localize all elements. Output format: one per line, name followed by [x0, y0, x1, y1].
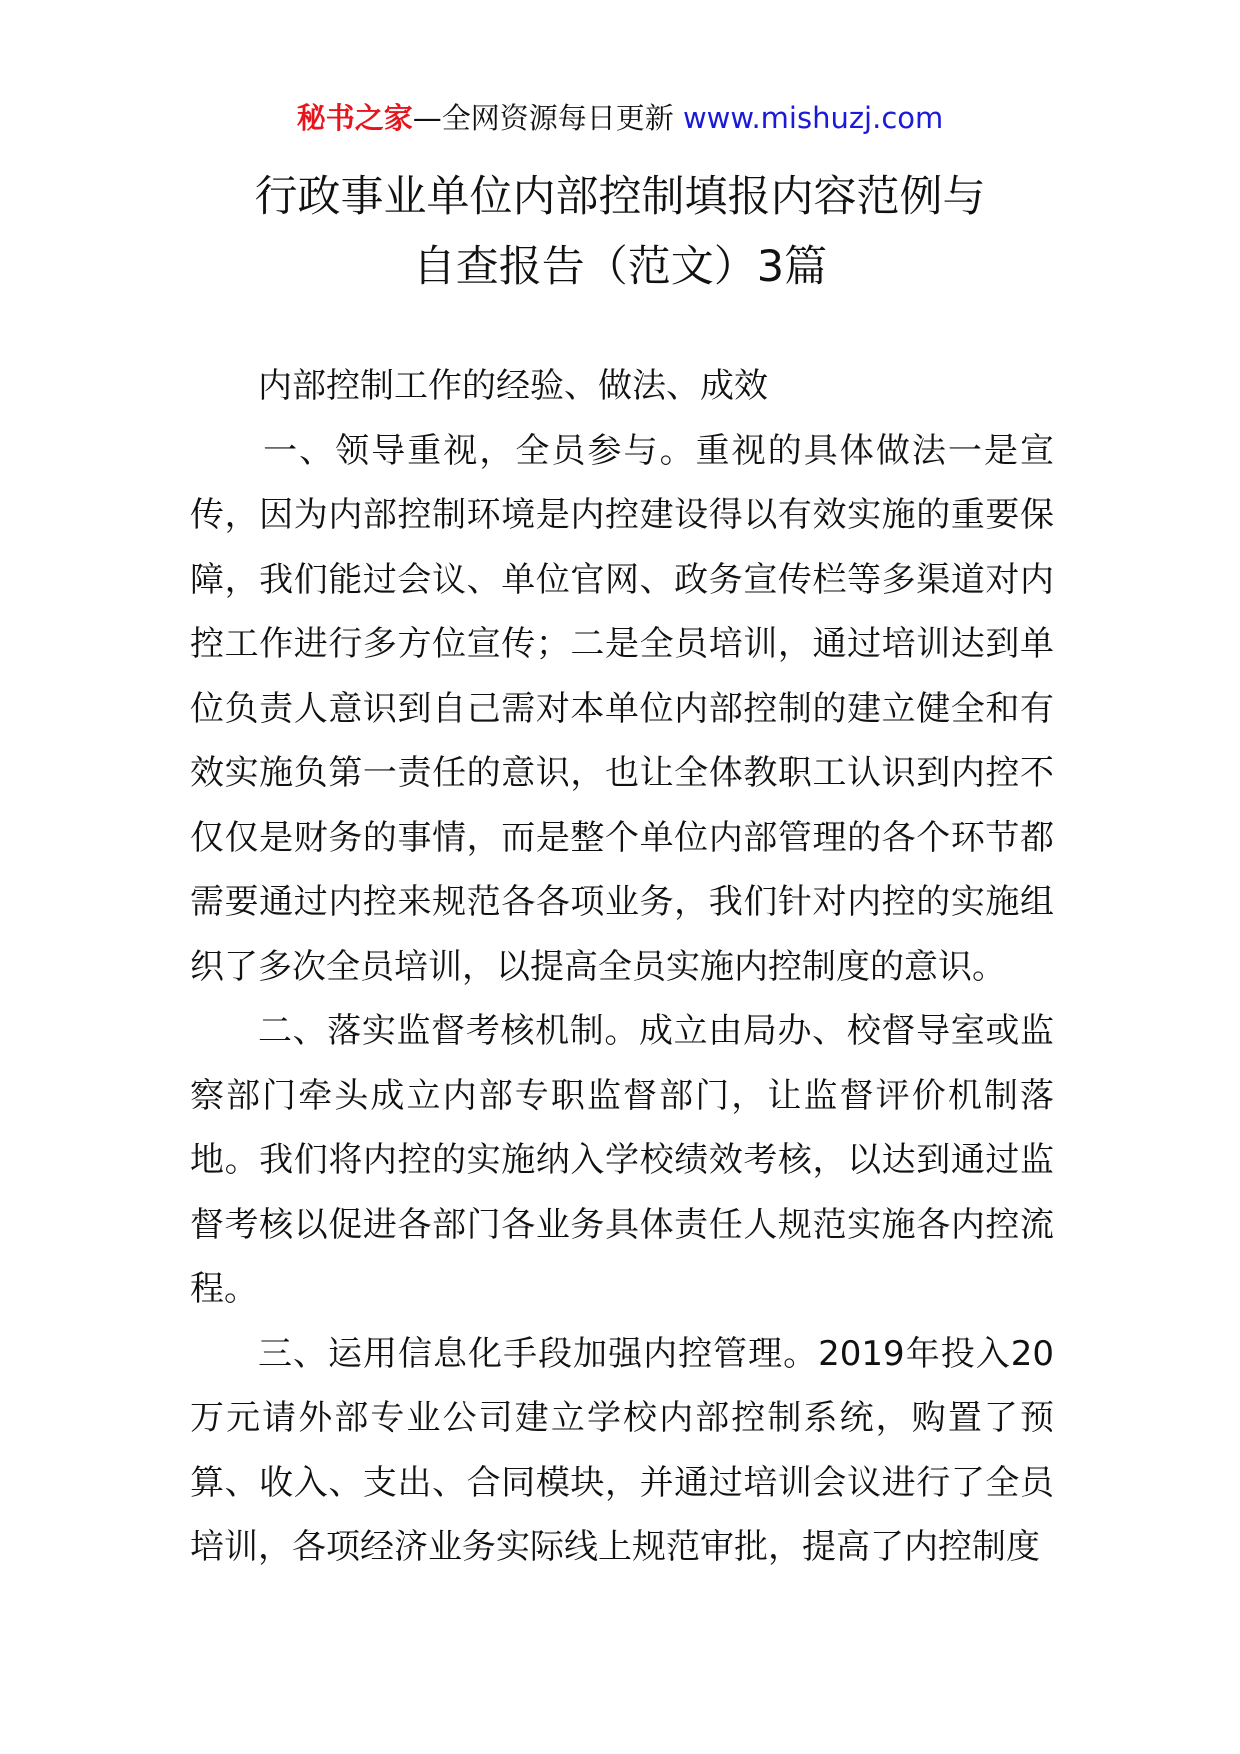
- title-line-1: 行政事业单位内部控制填报内容范例与: [254, 172, 986, 222]
- document-body: [190, 354, 1054, 1580]
- paragraph-3: 三、运用信息化手段加强内控管理。2019年投入20万元请外部专业公司建立学校内部控制系统，购置了预算、收入、支出、合同模块，并通过培训会议进行了全员培训，各项经济业务实际线上规范审批，提高了内控制度: [190, 1333, 1054, 1567]
- site-url-link[interactable]: www.mishuzj.com: [682, 101, 944, 135]
- site-header: [0, 98, 1240, 138]
- paragraph-1: 一、领导重视，全员参与。重视的具体做法一是宣传，因为内部控制环境是内控建设得以有效实施的重要保障，我们能过会议、单位官网、政务宣传栏等多渠道对内控工作进行多方位宣传；二是全员培训，通过培训达到单位负责人意识到自己需对本单位内部控制的建立健全和有效实施负第一责任的意识，也让全体教职工认识到内控不仅仅是财务的事情，而是整个单位内部管理的各个环节都需要通过内控来规范各各项业务，我们针对内控的实施组织了多次全员培训，以提高全员实施内控制度的意识。: [190, 430, 1054, 987]
- paragraph-2: 二、落实监督考核机制。成立由局办、校督导室或监察部门牵头成立内部专职监督部门，让监督评价机制落地。我们将内控的实施纳入学校绩效考核，以达到通过监督考核以促进各部门各业务具体责任人规范实施各内控流程。: [190, 1011, 1054, 1309]
- brand-name: 秘书之家: [296, 101, 413, 135]
- section-heading: 内部控制工作的经验、做法、成效: [258, 366, 768, 406]
- document-title: [0, 162, 1240, 302]
- header-tagline: 全网资源每日更新: [441, 101, 674, 135]
- header-dash: —: [412, 101, 442, 135]
- title-line-2: 自查报告（范文）3篇: [412, 242, 828, 292]
